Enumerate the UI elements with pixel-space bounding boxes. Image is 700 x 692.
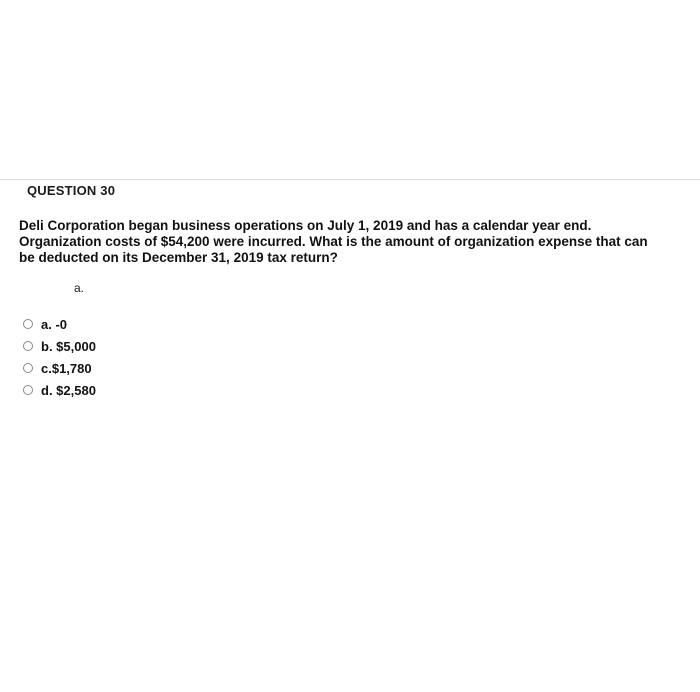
answer-option-b[interactable] [23, 335, 96, 357]
question-prompt-line: Deli Corporation began business operations on July 1, 2019 and has a calendar year end. [19, 218, 592, 233]
answer-option-label: d. $2,580 [41, 382, 96, 398]
section-divider [0, 179, 700, 180]
answer-option-c[interactable] [23, 357, 96, 379]
answer-option-d[interactable] [23, 379, 96, 401]
answer-sub-label: a. [74, 281, 85, 295]
question-prompt-line: Organization costs of $54,200 were incurred. What is the amount of organization expense that can [19, 234, 648, 249]
question-prompt-line: be deducted on its December 31, 2019 tax return? [19, 250, 338, 265]
radio-button[interactable] [23, 341, 33, 351]
question-title: QUESTION 30 [27, 183, 116, 198]
answer-option-label: a. -0 [41, 316, 68, 332]
answer-option-label: b. $5,000 [41, 338, 96, 354]
radio-button[interactable] [23, 319, 33, 329]
radio-button[interactable] [23, 363, 33, 373]
radio-button[interactable] [23, 385, 33, 395]
answer-options [23, 313, 96, 401]
answer-option-label: c.$1,780 [41, 360, 92, 376]
answer-option-a[interactable] [23, 313, 96, 335]
question-prompt [19, 218, 689, 266]
